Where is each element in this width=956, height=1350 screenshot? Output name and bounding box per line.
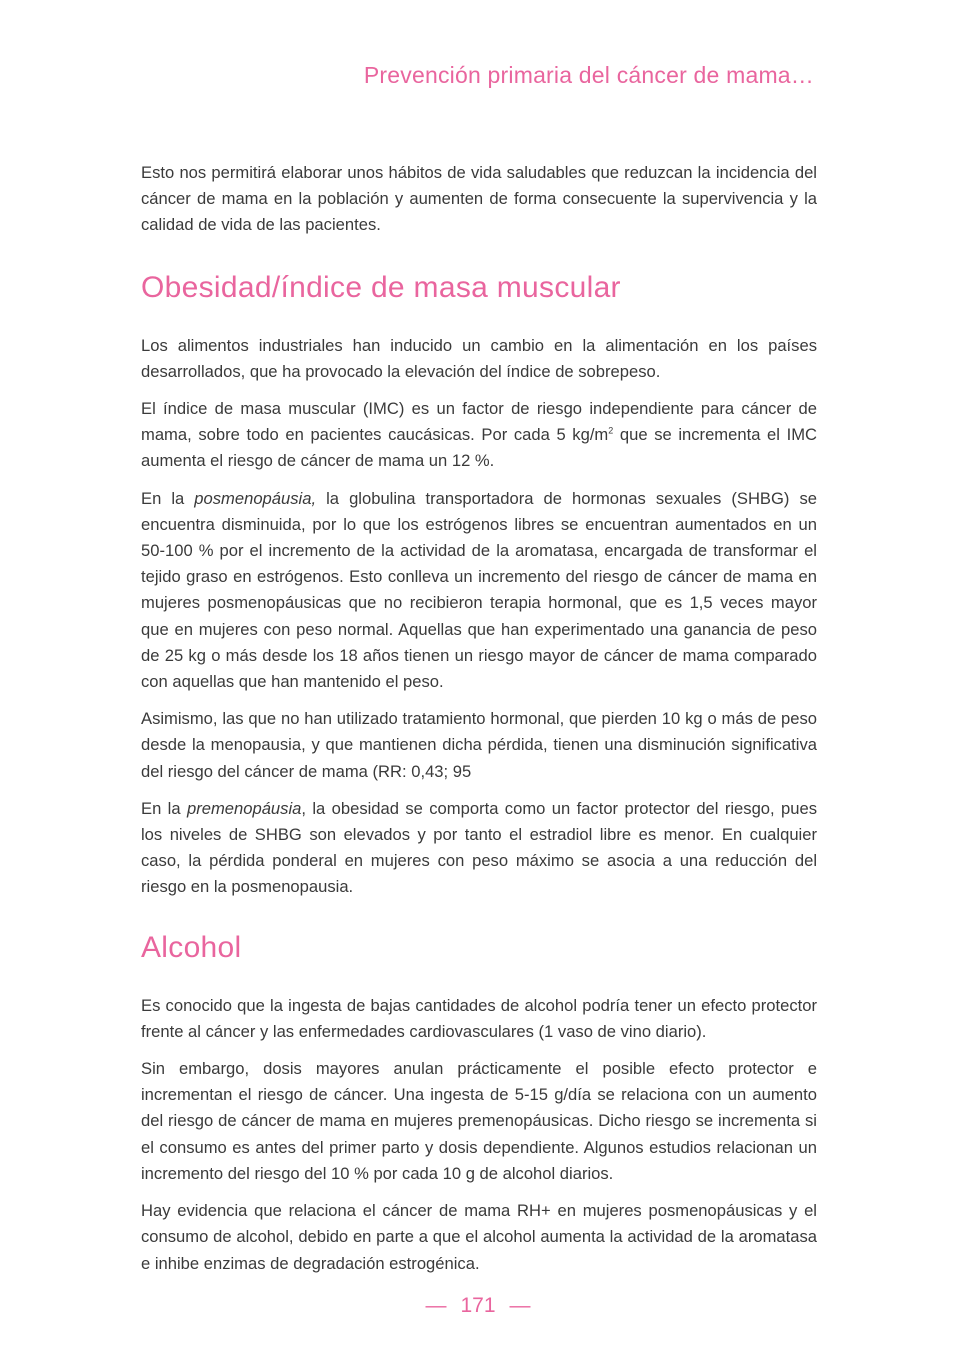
text-span: que se incrementa el IMC aumenta el riesgo de cáncer de mama un 12 %. (141, 425, 817, 471)
footer-dash-right: — (509, 1294, 531, 1317)
section-heading-obesity: Obesidad/índice de masa muscular (141, 270, 621, 304)
italic-term: premenopáusia (186, 798, 302, 818)
page-footer (0, 1294, 956, 1318)
intro-paragraph: Esto nos permitirá elaborar unos hábitos de vida saludables que reduzcan la incidencia del cáncer de mama en la población y aumenten de forma consecuente la supervivencia y la calidad de vida de las pacientes. (141, 163, 817, 235)
footer-dash-left: — (425, 1294, 447, 1317)
running-header: Prevención primaria del cáncer de mama… (363, 62, 814, 88)
paragraph (141, 486, 817, 696)
page-number: 171 (460, 1294, 496, 1317)
italic-term: posmenopáusia, (194, 488, 317, 508)
paragraph (141, 396, 817, 475)
paragraph: Es conocido que la ingesta de bajas cantidades de alcohol podría tener un efecto protector frente al cáncer y las enfermedades cardiovasculares (1 vaso de vino diario). (141, 995, 817, 1041)
paragraph: Los alimentos industriales han inducido un cambio en la alimentación en los países desarrollados, que ha provocado la elevación del índice de sobrepeso. (141, 335, 817, 381)
paragraph: Asimismo, las que no han utilizado tratamiento hormonal, que pierden 10 kg o más de peso desde la menopausia, y que mantienen dicha pérdida, tienen una disminución significativa del riesgo del cáncer de mama (RR: 0,43; 95 (141, 709, 817, 781)
superscript: 2 (608, 425, 614, 436)
paragraph: Hay evidencia que relaciona el cáncer de mama RH+ en mujeres posmenopáusicas y el consumo de alcohol, debido en parte a que el alcohol aumenta la actividad de la aromatasa e inhibe enzimas de degradación estrogénica. (141, 1201, 817, 1273)
section-heading-alcohol: Alcohol (141, 930, 242, 964)
text-span: , la obesidad se comporta como un factor protector del riesgo, pues los niveles de SHBG son elevados y por tanto el estradiol libre es menor. En cualquier caso, la pérdida ponderal en mujeres con peso máximo se asocia a una reducción del riesgo en la posmenopausia. (141, 798, 817, 897)
paragraph (141, 796, 817, 901)
page-body (141, 160, 817, 1288)
text-span: En la (141, 798, 187, 818)
paragraph: Sin embargo, dosis mayores anulan prácticamente el posible efecto protector e incrementan el riesgo de cáncer. Una ingesta de 5-15 g/día se relaciona con un aumento del riesgo de cáncer de mama en mujeres premenopáusicas. Dicho riesgo se incrementa si el consumo es antes del primer parto y dosis dependiente. Algunos estudios relacionan un incremento del riesgo del 10 % por cada 10 g de alcohol diarios. (141, 1059, 817, 1183)
text-span: El índice de masa muscular (IMC) es un factor de riesgo independiente para cáncer de mama, sobre todo en pacientes caucásicas. Por cada 5 kg/m (141, 399, 817, 445)
text-span: la globulina transportadora de hormonas sexuales (SHBG) se encuentra disminuida, por lo que los estrógenos libres se encuentran aumentados en un 50-100 % por el incremento de la actividad de la aromatasa, encargada de transformar el tejido graso en estrógenos. Esto conlleva un incremento del riesgo de cáncer de mama en mujeres posmenopáusicas que no recibieron terapia hormonal, que es 1,5 veces mayor que en mujeres con peso normal. Aquellas que han experimentado una ganancia de peso de 25 kg o más desde los 18 años tienen un riesgo mayor de cáncer de mama comparado con aquellas que han mantenido el peso. (141, 488, 817, 692)
text-span: En la (141, 488, 195, 508)
